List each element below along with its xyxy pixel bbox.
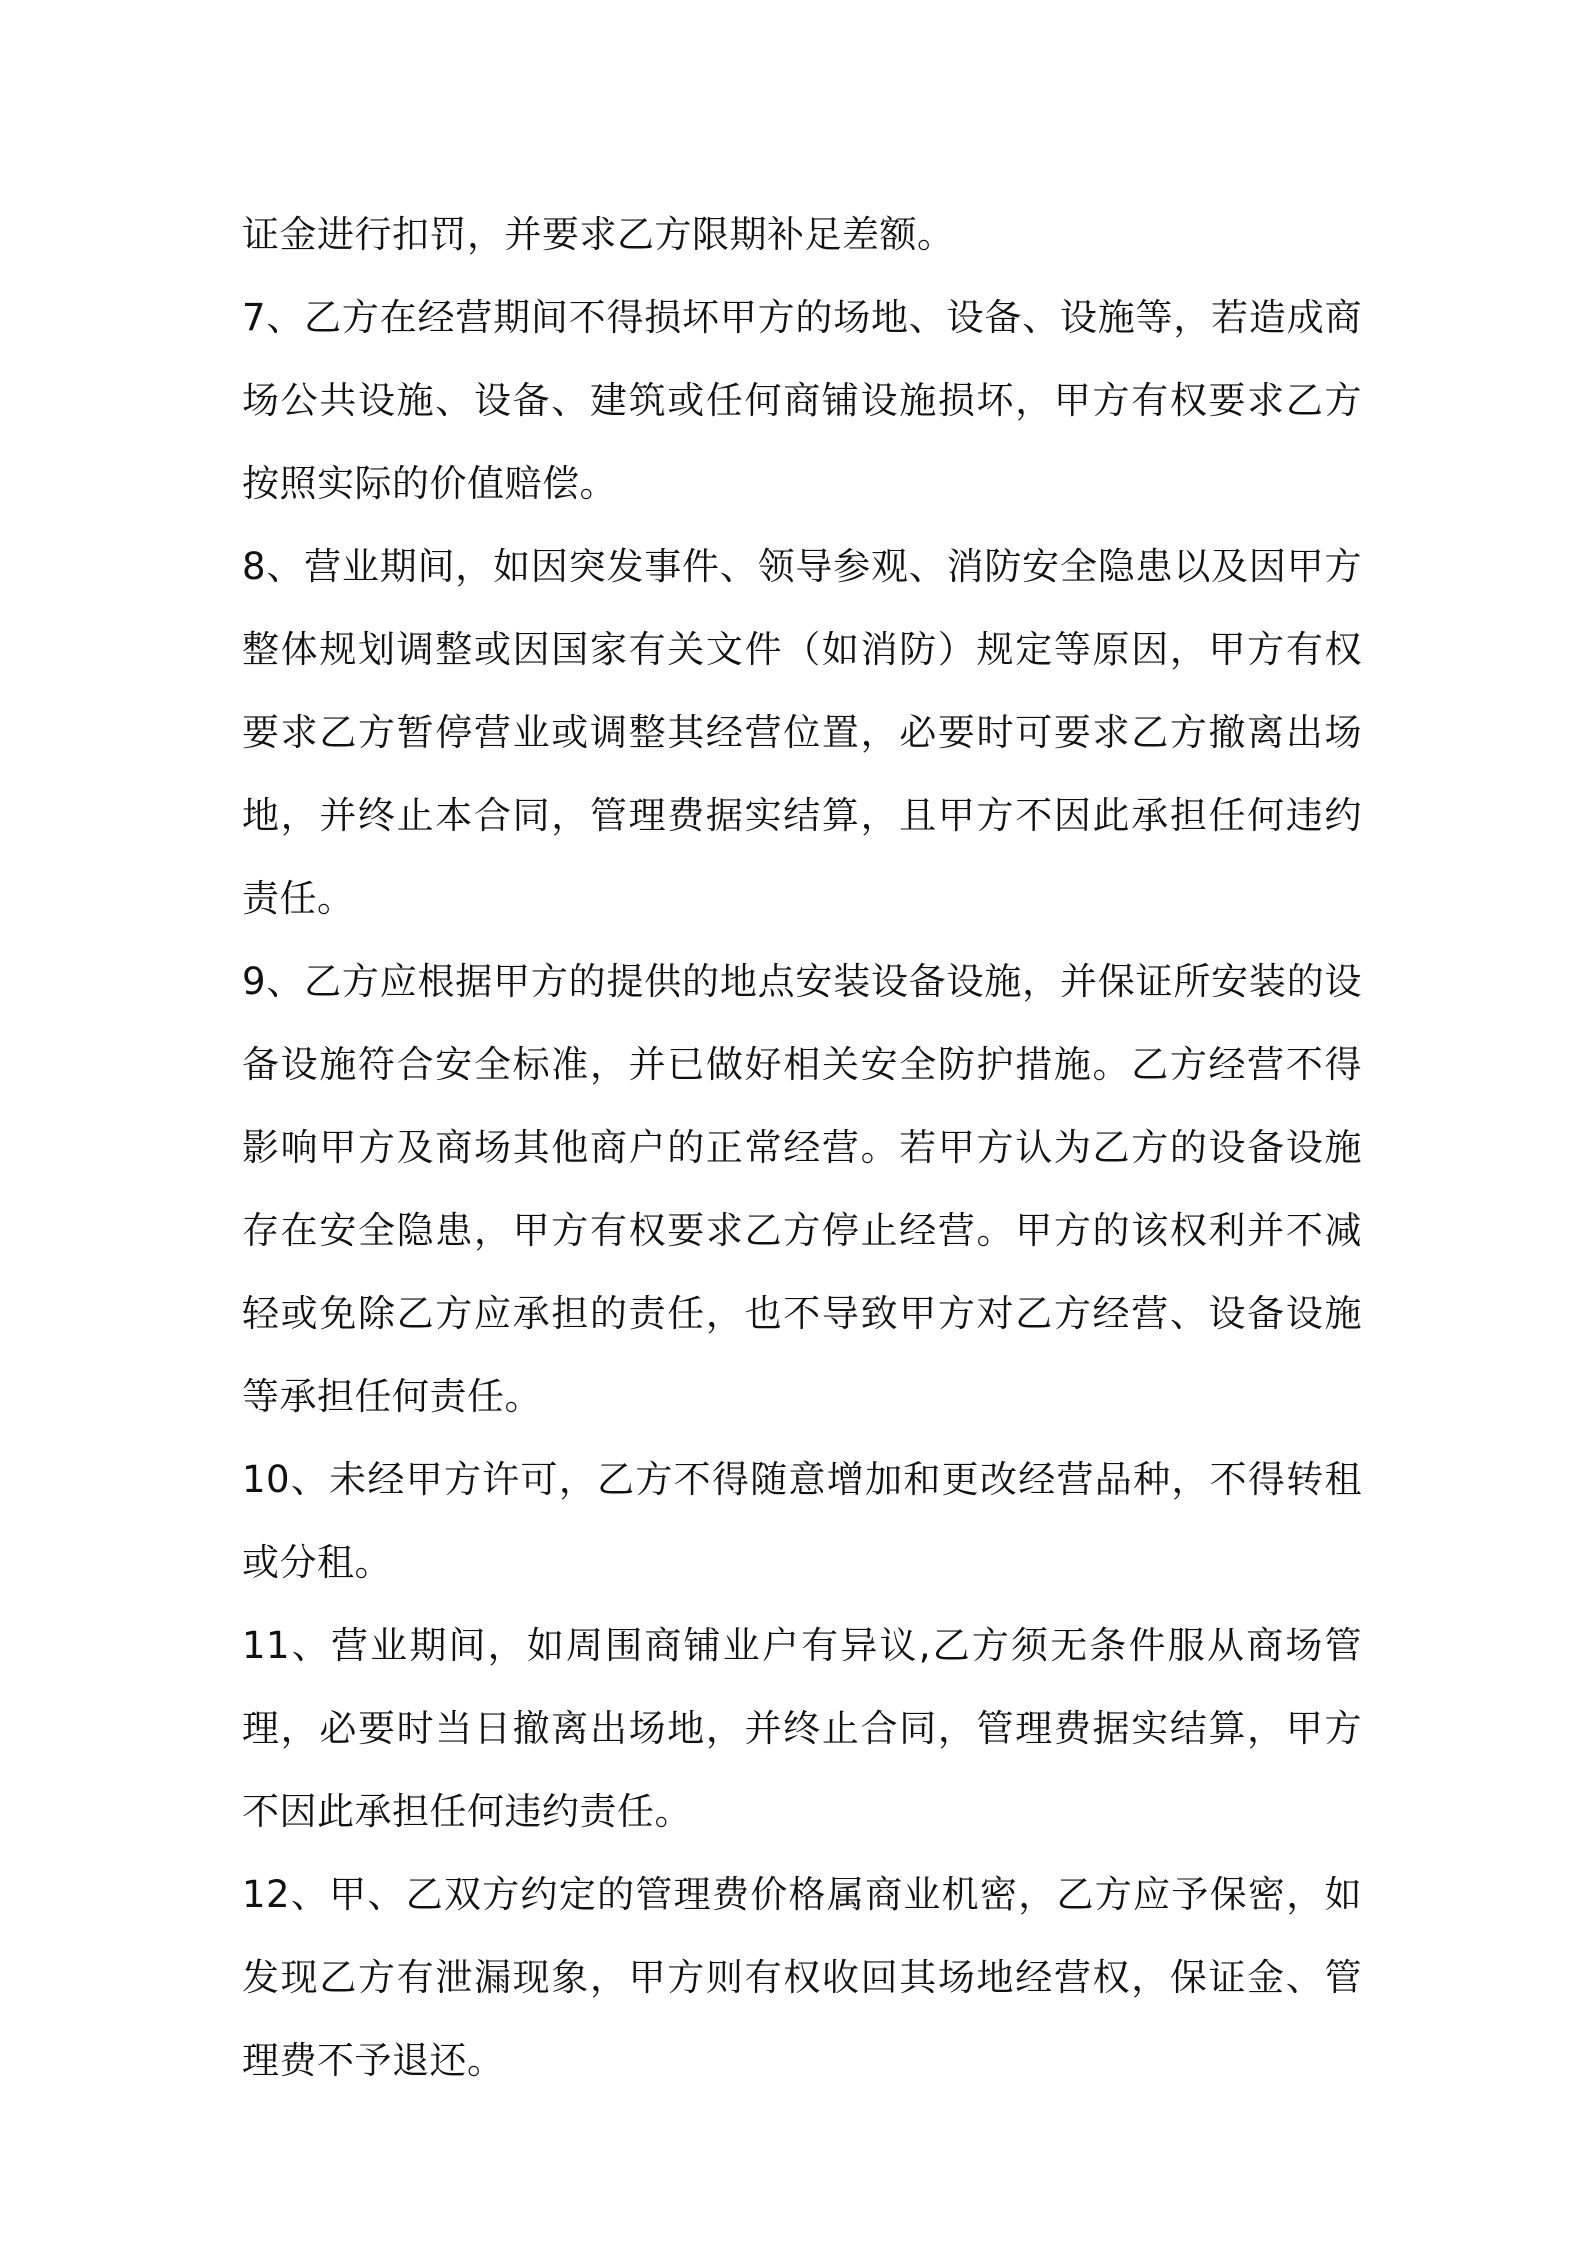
clause-12: 12、甲、乙双方约定的管理费价格属商业机密，乙方应予保密，如发现乙方有泄漏现象，甲方则有权收回其场地经营权，保证金、管理费不予退还。	[242, 1873, 1362, 2082]
contract-text	[242, 193, 1362, 2102]
clause-8: 8、营业期间，如因突发事件、领导参观、消防安全隐患以及因甲方整体规划调整或因国家有关文件（如消防）规定等原因，甲方有权要求乙方暂停营业或调整其经营位置，必要时可要求乙方撤离出场地，并终止本合同，管理费据实结算，且甲方不因此承担任何违约责任。	[242, 545, 1362, 920]
clause-11: 11、营业期间，如周围商铺业户有异议,乙方须无条件服从商场管理，必要时当日撤离出场地，并终止合同，管理费据实结算，甲方不因此承担任何违约责任。	[242, 1624, 1362, 1833]
paragraph-6-continuation: 证金进行扣罚，并要求乙方限期补足差额。	[242, 213, 955, 256]
clause-9: 9、乙方应根据甲方的提供的地点安装设备设施，并保证所安装的设备设施符合安全标准，并已做好相关安全防护措施。乙方经营不得影响甲方及商场其他商户的正常经营。若甲方认为乙方的设备设施存在安全隐患，甲方有权要求乙方停止经营。甲方的该权利并不减轻或免除乙方应承担的责任，也不导致甲方对乙方经营、设备设施等承担任何责任。	[242, 960, 1362, 1418]
clause-7: 7、乙方在经营期间不得损坏甲方的场地、设备、设施等，若造成商场公共设施、设备、建筑或任何商铺设施损坏，甲方有权要求乙方按照实际的价值赔偿。	[242, 296, 1362, 505]
clause-10: 10、未经甲方许可，乙方不得随意增加和更改经营品种，不得转租或分租。	[242, 1458, 1362, 1584]
